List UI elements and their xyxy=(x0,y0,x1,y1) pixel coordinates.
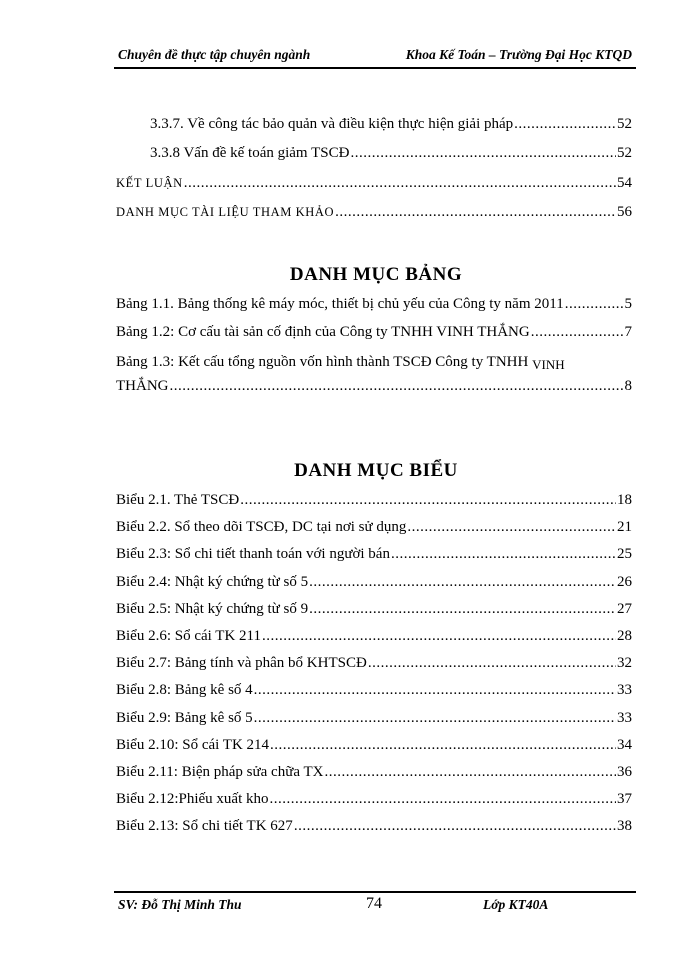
form-entry-page: 32 xyxy=(617,655,632,671)
toc-entry-page: 56 xyxy=(617,204,632,220)
form-entry xyxy=(116,710,632,732)
page-footer xyxy=(118,895,632,917)
table-entry-page: 8 xyxy=(624,378,632,394)
page-header xyxy=(118,47,632,67)
footer-class: Lớp KT40A xyxy=(483,897,549,912)
table-entry-text: Bảng 1.1. Bảng thống kê máy móc, thiết bị chủ yếu của Công ty năm 2011 xyxy=(116,296,564,312)
form-entry-page: 18 xyxy=(617,492,632,508)
form-entry xyxy=(116,601,632,623)
form-entry-page: 21 xyxy=(617,519,632,535)
footer-student: SV: Đỗ Thị Minh Thu xyxy=(118,897,242,912)
form-entry-text: Biểu 2.7: Bảng tính và phân bổ KHTSCĐ xyxy=(116,655,367,671)
toc-entry-page: 54 xyxy=(617,175,632,191)
form-entry-text: Biểu 2.10: Sổ cái TK 214 xyxy=(116,737,270,753)
form-entry-text: Biểu 2.9: Bảng kê số 5 xyxy=(116,710,253,726)
dot-leader xyxy=(531,324,624,341)
dot-leader xyxy=(262,628,616,645)
form-entry-page: 25 xyxy=(617,546,632,562)
dot-leader xyxy=(350,145,616,162)
form-entry xyxy=(116,519,632,541)
dot-leader xyxy=(565,296,624,313)
form-entry-page: 26 xyxy=(617,574,632,590)
form-entry xyxy=(116,628,632,650)
form-entry xyxy=(116,764,632,786)
form-entry-page: 38 xyxy=(617,818,632,834)
dot-leader xyxy=(270,791,617,808)
table-entry-text: Bảng 1.2: Cơ cấu tài sản cố định của Công ty TNHH VINH THẮNG xyxy=(116,324,530,340)
dot-leader xyxy=(170,378,624,395)
form-entry xyxy=(116,492,632,514)
dot-leader xyxy=(324,764,616,781)
table-entry-1-1 xyxy=(116,296,632,318)
header-right-text: Khoa Kế Toán – Trường Đại Học KTQD xyxy=(405,47,632,62)
form-entry-page: 33 xyxy=(617,682,632,698)
dot-leader xyxy=(270,737,616,754)
form-entry-text: Biểu 2.8: Bảng kê số 4 xyxy=(116,682,253,698)
form-entry-text: Biểu 2.11: Biện pháp sửa chữa TX xyxy=(116,764,324,780)
dot-leader xyxy=(240,492,616,509)
dot-leader xyxy=(335,204,616,221)
forms-list-title: DANH MỤC BIỂU xyxy=(294,460,458,481)
table-entry-1-3-line2 xyxy=(116,378,632,400)
form-entry-page: 36 xyxy=(617,764,632,780)
form-entry xyxy=(116,791,632,813)
dot-leader xyxy=(514,116,616,133)
page-number: 74 xyxy=(366,895,382,912)
footer-divider xyxy=(114,891,636,893)
table-entry-page: 5 xyxy=(624,296,632,312)
toc-entry-page: 52 xyxy=(617,145,632,161)
form-entry xyxy=(116,655,632,677)
toc-entry-text: KẾT LUẬN xyxy=(116,176,183,190)
dot-leader xyxy=(254,710,616,727)
form-entry-text: Biểu 2.12:Phiếu xuất kho xyxy=(116,791,269,807)
header-left-text: Chuyên đề thực tập chuyên ngành xyxy=(118,47,311,62)
toc-entry-conclusion xyxy=(116,175,632,197)
toc-entry-page: 52 xyxy=(617,116,632,132)
form-entry xyxy=(116,682,632,704)
table-entry-text: Bảng 1.3: Kết cấu tổng nguồn vốn hình thành TSCĐ Công ty TNHH xyxy=(116,354,529,370)
dot-leader xyxy=(294,818,616,835)
form-entry xyxy=(116,574,632,596)
toc-entry-3-3-8 xyxy=(150,145,632,167)
dot-leader xyxy=(391,546,616,563)
table-entry-1-3-line1 xyxy=(116,354,636,371)
table-entry-page: 7 xyxy=(624,324,632,340)
toc-entry-text: 3.3.7. Về công tác bảo quản và điều kiện thực hiện giải pháp xyxy=(150,116,514,132)
dot-leader xyxy=(254,682,616,699)
form-entry-text: Biểu 2.5: Nhật ký chứng từ số 9 xyxy=(116,601,309,617)
form-entry-page: 27 xyxy=(617,601,632,617)
form-entry-text: Biểu 2.1. Thẻ TSCĐ xyxy=(116,492,240,508)
form-entry xyxy=(116,546,632,568)
form-entry-text: Biểu 2.3: Sổ chi tiết thanh toán với người bán xyxy=(116,546,390,562)
form-entry-text: Biểu 2.4: Nhật ký chứng từ số 5 xyxy=(116,574,309,590)
form-entry-text: Biểu 2.2. Sổ theo dõi TSCĐ, DC tại nơi sử dụng xyxy=(116,519,407,535)
table-entry-1-2 xyxy=(116,324,632,346)
table-entry-text-end: VINH xyxy=(532,357,565,372)
form-entry-page: 34 xyxy=(617,737,632,753)
dot-leader xyxy=(407,519,616,536)
dot-leader xyxy=(368,655,616,672)
toc-entry-3-3-7 xyxy=(150,116,632,138)
dot-leader xyxy=(184,175,616,192)
header-divider xyxy=(114,67,636,69)
toc-entry-text: DANH MỤC TÀI LIỆU THAM KHẢO xyxy=(116,205,335,219)
form-entry-text: Biểu 2.13: Sổ chi tiết TK 627 xyxy=(116,818,293,834)
toc-entry-references xyxy=(116,204,632,226)
tables-list-title: DANH MỤC BẢNG xyxy=(289,264,463,285)
dot-leader xyxy=(309,601,616,618)
form-entry xyxy=(116,818,632,840)
table-entry-text: THẮNG xyxy=(116,378,169,394)
form-entry-text: Biểu 2.6: Sổ cái TK 211 xyxy=(116,628,261,644)
form-entry-page: 28 xyxy=(617,628,632,644)
dot-leader xyxy=(309,574,616,591)
form-entry xyxy=(116,737,632,759)
form-entry-page: 37 xyxy=(617,791,632,807)
form-entry-page: 33 xyxy=(617,710,632,726)
toc-entry-text: 3.3.8 Vấn đề kế toán giảm TSCĐ xyxy=(150,145,350,161)
